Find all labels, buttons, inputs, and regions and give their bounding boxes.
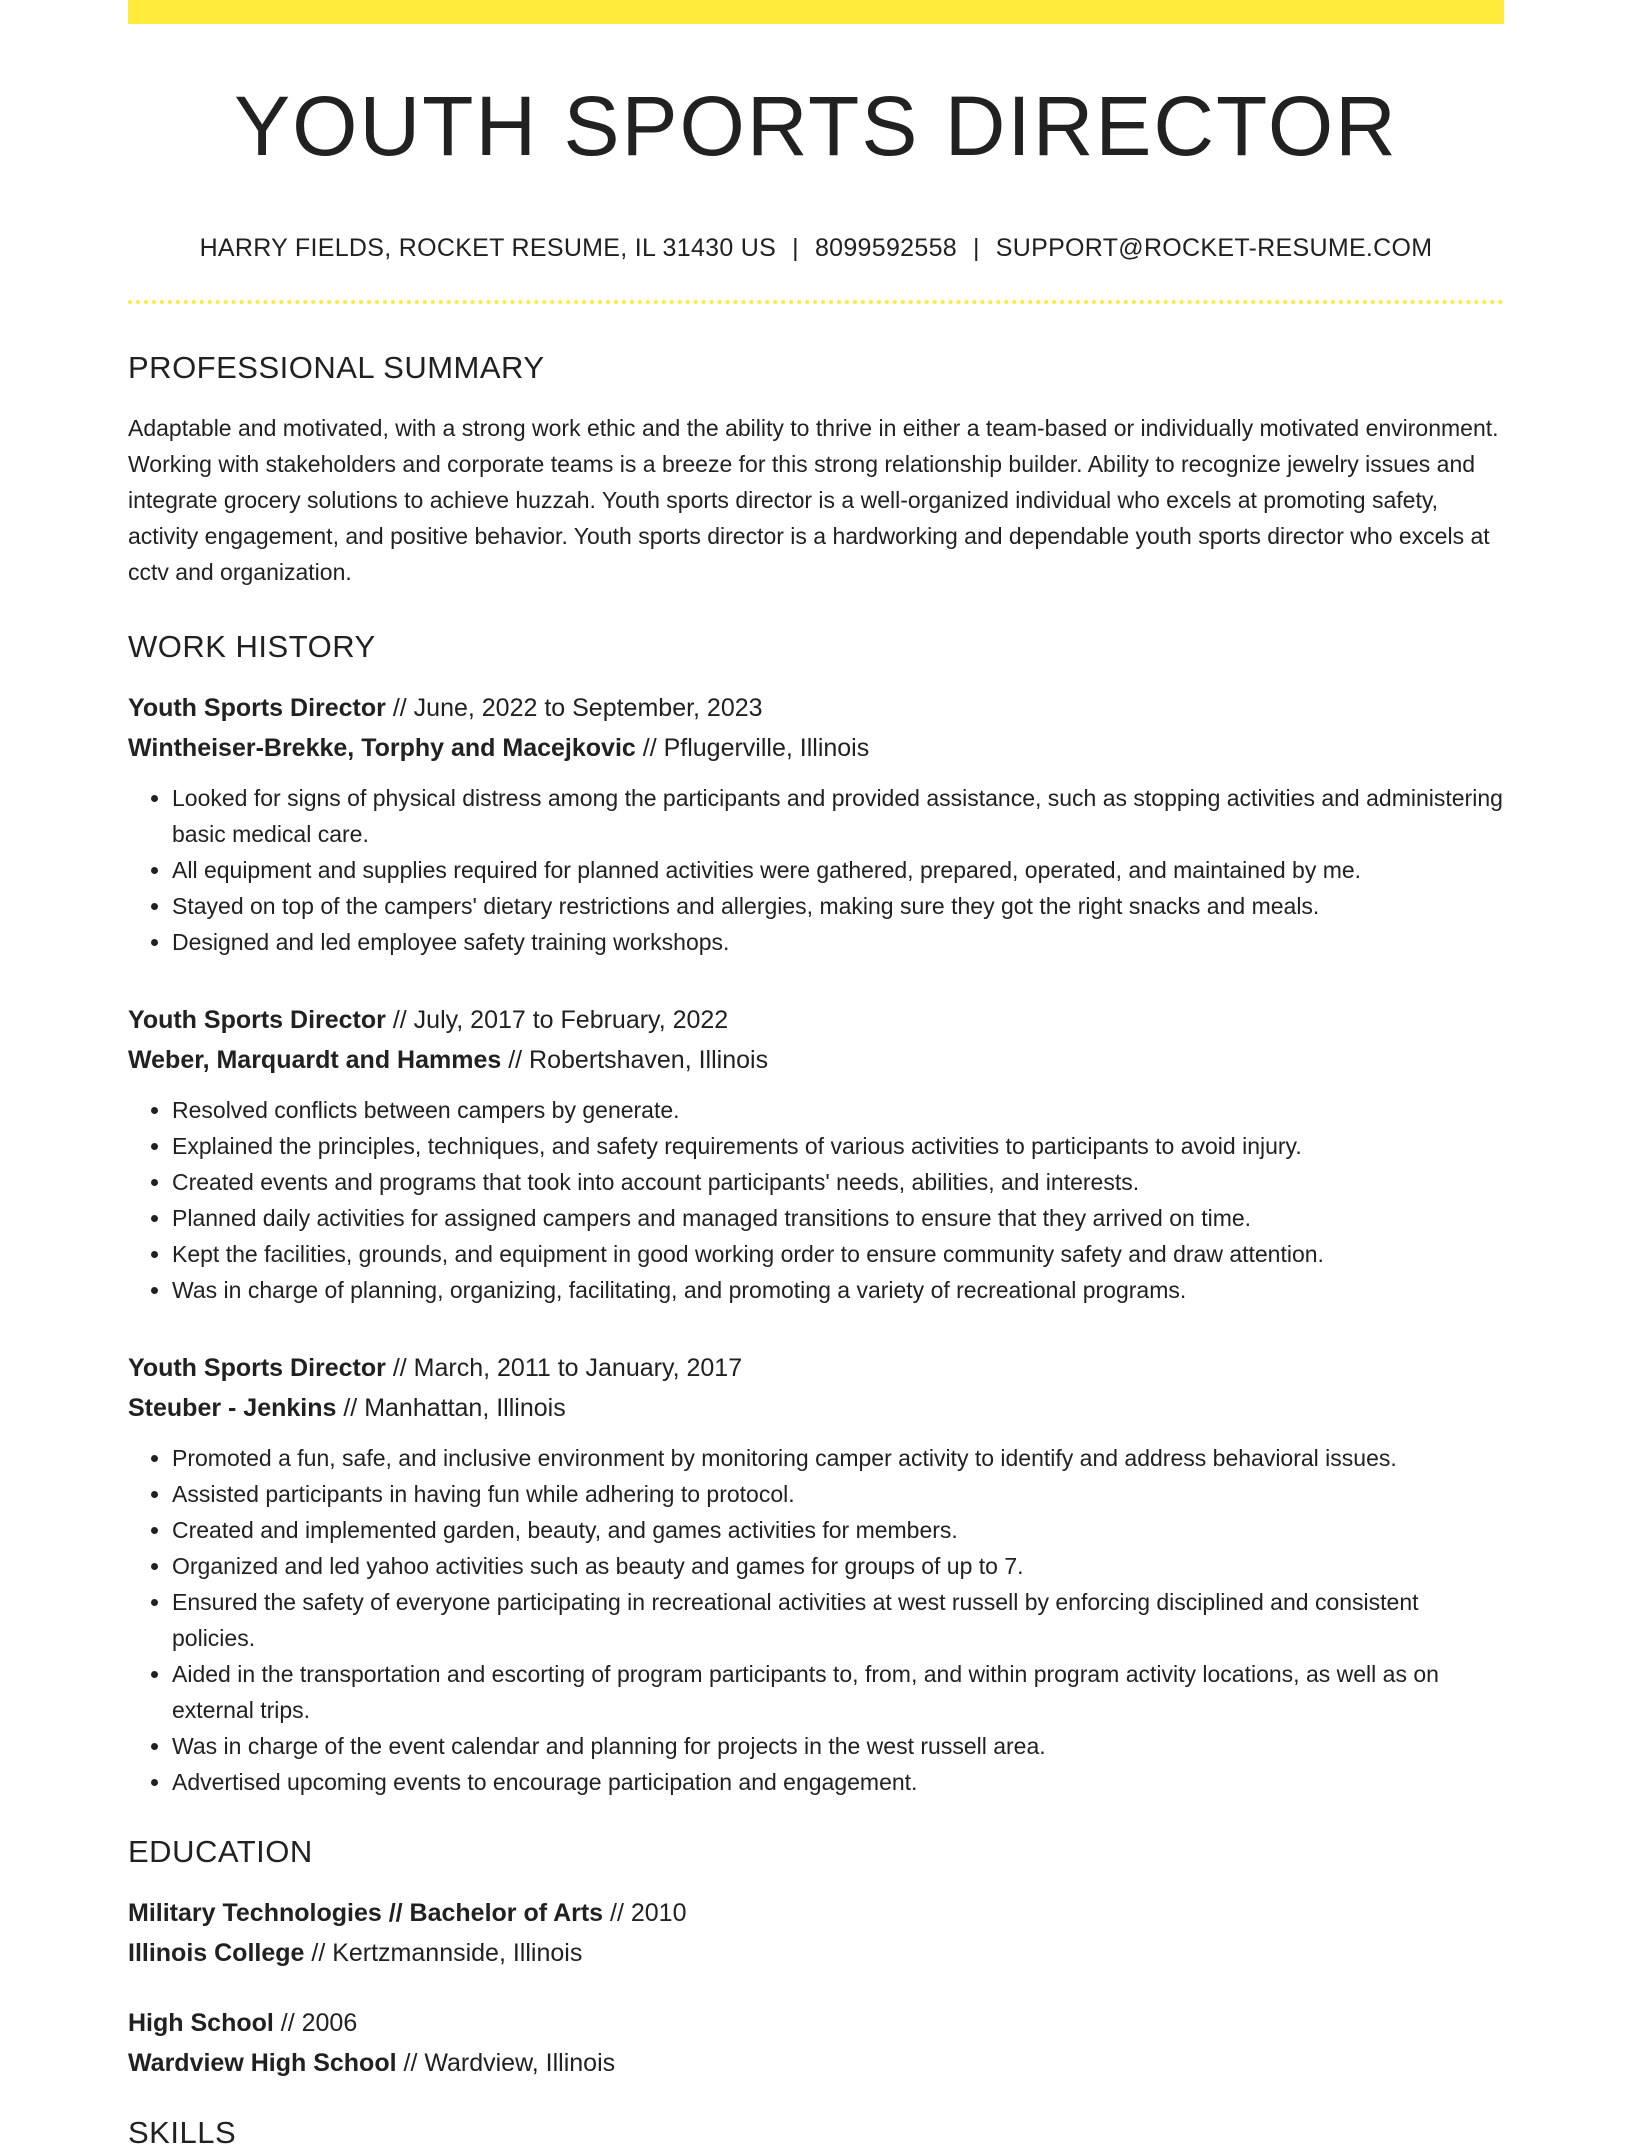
list-item: • All equipment and supplies required for planned activities were gathered, prepared, operated, and maintained by me. (172, 852, 1504, 888)
list-item: • Created and implemented garden, beauty, and games activities for members. (172, 1512, 1504, 1548)
list-item: • Designed and led employee safety training workshops. (172, 924, 1504, 960)
list-item: • Stayed on top of the campers' dietary restrictions and allergies, making sure they got the right snacks and meals. (172, 888, 1504, 924)
job-entry (128, 688, 1504, 960)
resume-page (128, 0, 1504, 2148)
summary-text: Adaptable and motivated, with a strong work ethic and the ability to thrive in either a team-based or individually motivated environment. Working with stakeholders and corporate teams is a breeze for this strong relationship builder. Ability to recognize jewelry issues and integrate grocery solutions to achieve huzzah. Youth sports director is a well-organized individual who excels at promoting safety, activity engagement, and positive behavior. Youth sports director is a hardworking and dependable youth sports director who excels at cctv and organization. (128, 415, 1499, 585)
job-location: // Pflugerville, Illinois (635, 734, 870, 762)
education-year: // 2010 (603, 1899, 687, 1927)
education-school: Illinois College (128, 1939, 305, 1967)
job-company-line (128, 1388, 1504, 1428)
education-entry (128, 1893, 1504, 1973)
job-bullets (128, 1440, 1504, 1800)
job-title-line (128, 1348, 1504, 1388)
job-title-line (128, 1000, 1504, 1040)
list-item: • Was in charge of the event calendar and planning for projects in the west russell area. (172, 1728, 1504, 1764)
education-entry (128, 2003, 1504, 2083)
job-location: // Manhattan, Illinois (336, 1394, 566, 1422)
list-item: • Aided in the transportation and escorting of program participants to, from, and within program activity locations, as well as on external trips. (172, 1656, 1504, 1728)
education-heading: EDUCATION (128, 1834, 313, 1869)
job-bullets (128, 1092, 1504, 1308)
job-title: Youth Sports Director (128, 694, 386, 722)
education-degree-line (128, 1893, 1504, 1933)
education-location: // Wardview, Illinois (396, 2049, 616, 2077)
list-item: • Kept the facilities, grounds, and equipment in good working order to ensure community safety and draw attention. (172, 1236, 1504, 1272)
list-item: • Was in charge of planning, organizing, facilitating, and promoting a variety of recreational programs. (172, 1272, 1504, 1308)
education-year: // 2006 (273, 2009, 358, 2037)
job-company: Weber, Marquardt and Hammes (128, 1046, 502, 1074)
list-item: • Looked for signs of physical distress among the participants and provided assistance, such as stopping activities and administering basic medical care. (172, 780, 1504, 852)
job-dates: // June, 2022 to September, 2023 (385, 694, 763, 722)
resume-title: YOUTH SPORTS DIRECTOR (234, 79, 1398, 173)
job-company-line (128, 728, 1504, 768)
job-dates: // March, 2011 to January, 2017 (385, 1354, 743, 1382)
job-entry (128, 1000, 1504, 1308)
job-title: Youth Sports Director (128, 1006, 386, 1034)
job-location: // Robertshaven, Illinois (501, 1046, 769, 1074)
skills-heading: SKILLS (128, 2115, 237, 2150)
education-degree: High School (128, 2009, 274, 2037)
job-company: Steuber - Jenkins (128, 1394, 337, 1422)
list-item: • Promoted a fun, safe, and inclusive environment by monitoring camper activity to identify and address behavioral issues. (172, 1440, 1504, 1476)
list-item: • Ensured the safety of everyone participating in recreational activities at west russell by enforcing disciplined and consistent policies. (172, 1584, 1504, 1656)
education-school-line (128, 2043, 1504, 2083)
job-title-line (128, 688, 1504, 728)
job-dates: // July, 2017 to February, 2022 (385, 1006, 729, 1034)
education-school-line (128, 1933, 1504, 1973)
summary-heading: PROFESSIONAL SUMMARY (128, 350, 545, 385)
list-item: • Resolved conflicts between campers by generate. (172, 1092, 1504, 1128)
job-company: Wintheiser-Brekke, Torphy and Macejkovic (128, 734, 636, 762)
job-entry (128, 1348, 1504, 1800)
list-item: • Assisted participants in having fun while adhering to protocol. (172, 1476, 1504, 1512)
education-degree: Military Technologies // Bachelor of Arts (128, 1899, 604, 1927)
contact-separator: | (972, 234, 980, 262)
education-school: Wardview High School (128, 2049, 397, 2077)
contact-phone: 8099592558 (814, 234, 957, 262)
contact-line (128, 234, 1504, 263)
contact-address: HARRY FIELDS, ROCKET RESUME, IL 31430 US (199, 234, 777, 262)
job-bullets (128, 780, 1504, 960)
list-item: • Organized and led yahoo activities such as beauty and games for groups of up to 7. (172, 1548, 1504, 1584)
list-item: • Created events and programs that took into account participants' needs, abilities, and interests. (172, 1164, 1504, 1200)
job-company-line (128, 1040, 1504, 1080)
list-item: • Planned daily activities for assigned campers and managed transitions to ensure that they arrived on time. (172, 1200, 1504, 1236)
education-degree-line (128, 2003, 1504, 2043)
contact-separator: | (792, 234, 799, 262)
list-item: • Explained the principles, techniques, and safety requirements of various activities to participants to avoid injury. (172, 1128, 1504, 1164)
work-history-heading: WORK HISTORY (128, 629, 376, 664)
accent-top-bar (128, 0, 1504, 24)
contact-email: SUPPORT@ROCKET-RESUME.COM (995, 234, 1433, 262)
education-location: // Kertzmannside, Illinois (304, 1939, 583, 1967)
list-item: • Advertised upcoming events to encourage participation and engagement. (172, 1764, 1504, 1800)
job-title: Youth Sports Director (128, 1354, 386, 1382)
dotted-divider (128, 300, 1504, 304)
